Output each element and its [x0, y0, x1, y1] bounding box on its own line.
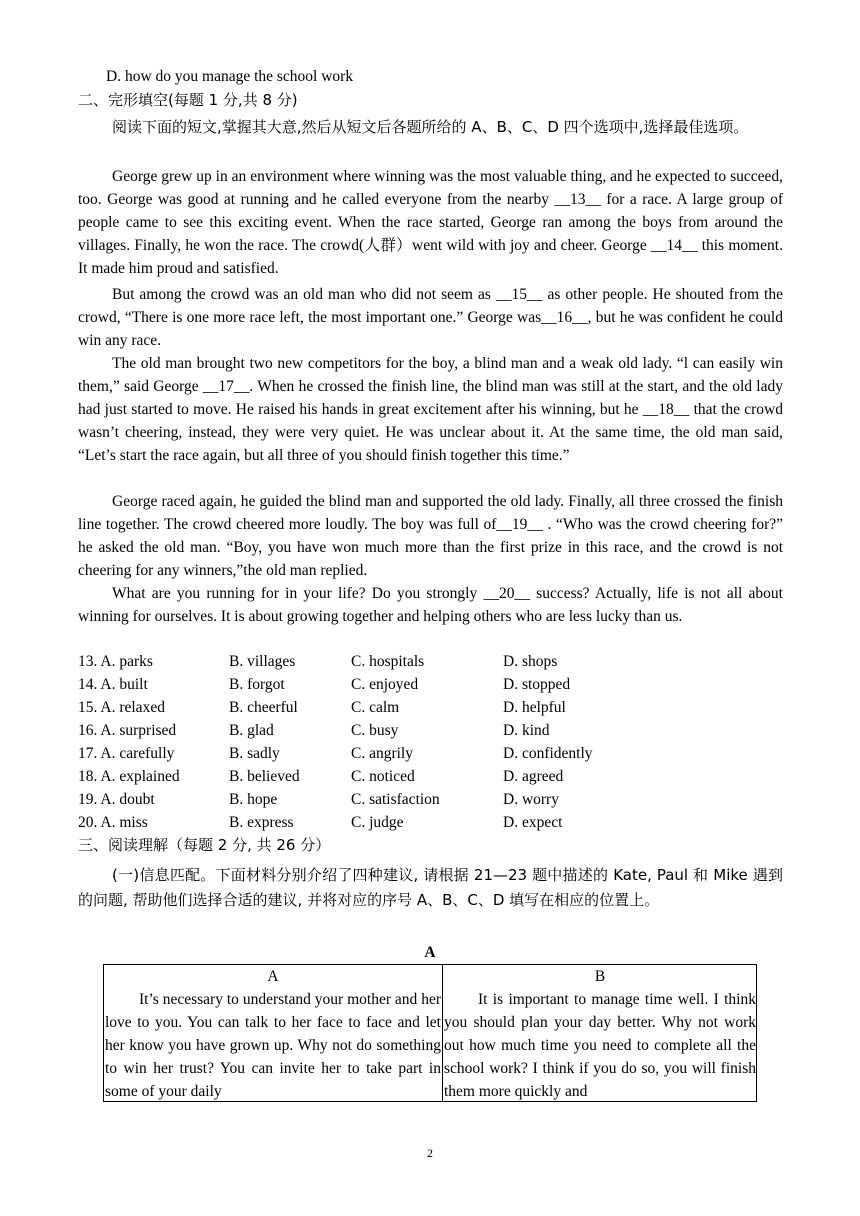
option-choice: C. satisfaction: [351, 791, 440, 808]
option-choice: D. expect: [503, 814, 563, 831]
option-row: [78, 742, 783, 765]
advice-table: [103, 964, 757, 1102]
passage-paragraph-3: The old man brought two new competitors for the boy, a blind man and a weak old lady. “l can easily win them,” said George __17__. When he crossed the finish line, the blind man was still at the start, and the old lady had just started to move. He raised his hands in great excitement after his winning, but he __18__ that the crowd wasn’t cheering, instead, they were very quiet. He was unclear about it. At the same time, the old man said, “Let’s start the race again, but all three of you should finish together this time.”: [78, 355, 783, 464]
option-choice: D. agreed: [503, 768, 564, 785]
option-choice: C. judge: [351, 814, 404, 831]
advice-column-a: [104, 965, 443, 1101]
section-three-heading: 三、阅读理解（每题 2 分, 共 26 分）: [78, 836, 331, 854]
option-choice: 20. A. miss: [78, 814, 148, 831]
option-choice: C. noticed: [351, 768, 415, 785]
option-choice: 14. A. built: [78, 676, 148, 693]
option-choice: D. stopped: [503, 676, 571, 693]
option-choice: C. busy: [351, 722, 399, 739]
section-two-instructions: 阅读下面的短文,掌握其大意,然后从短文后各题所给的 A、B、C、D 四个选项中,选择最佳选项。: [112, 118, 749, 136]
option-row: [78, 696, 783, 719]
option-row: [78, 811, 783, 834]
option-choice: 18. A. explained: [78, 768, 180, 785]
option-choice: B. hope: [229, 791, 278, 808]
option-choice: B. express: [229, 814, 294, 831]
option-choice: 13. A. parks: [78, 653, 153, 670]
option-choice: 16. A. surprised: [78, 722, 177, 739]
option-choice: C. angrily: [351, 745, 413, 762]
option-choice: B. believed: [229, 768, 300, 785]
option-choice: B. villages: [229, 653, 296, 670]
option-row: [78, 765, 783, 788]
option-choice: B. glad: [229, 722, 274, 739]
option-choice: B. forgot: [229, 676, 285, 693]
option-choice: C. calm: [351, 699, 400, 716]
section-two-heading: 二、完形填空(每题 1 分,共 8 分): [78, 91, 298, 109]
option-row: [78, 650, 783, 673]
option-row: [78, 719, 783, 742]
column-b-text: It is important to manage time well. I think you should plan your day better. Why not work out how much time you need to complete all the school work? I think if you do so, you will finish them more quickly and: [444, 991, 756, 1100]
option-choice: D. kind: [503, 722, 550, 739]
column-a-text: It’s necessary to understand your mother and her love to you. You can talk to her face to face and let her know you have grown up. Why not do something to win her trust? You can invite her to take part in some of your daily: [105, 991, 441, 1100]
passage-paragraph-2: But among the crowd was an old man who did not seem as __15__ as other people. He shouted from the crowd, “There is one more race left, the most important one.” George was__16__, but he was confident he could win any race.: [78, 286, 783, 349]
option-choice: D. confidently: [503, 745, 593, 762]
column-a-header: A: [267, 968, 279, 985]
option-choice: D. shops: [503, 653, 558, 670]
option-row: [78, 673, 783, 696]
option-choice: B. sadly: [229, 745, 280, 762]
option-choice: D. worry: [503, 791, 559, 808]
section-three-instructions: (一)信息匹配。下面材料分别介绍了四种建议, 请根据 21—23 题中描述的 Kate, Paul 和 Mike 遇到的问题, 帮助他们选择合适的建议, 并将对应的序号 A、B、C、D 填写在相应的位置上。: [78, 866, 783, 909]
option-choice: 15. A. relaxed: [78, 699, 165, 716]
option-choice: B. cheerful: [229, 699, 298, 716]
advice-column-b: [443, 965, 757, 1101]
page-number: 2: [427, 1146, 433, 1160]
option-row: [78, 788, 783, 811]
passage-paragraph-4: George raced again, he guided the blind man and supported the old lady. Finally, all three crossed the finish line together. The crowd cheered more loudly. The boy was full of__19__ . “Who was the crowd cheering for?” he asked the old man. “Boy, you have won much more than the first prize in this race, and the crowd is not cheering for any winners,”the old man replied.: [78, 493, 783, 579]
table-title: A: [424, 944, 436, 961]
passage-paragraph-5: What are you running for in your life? Do you strongly __20__ success? Actually, life is not all about winning for ourselves. It is about growing together and helping others who are less lucky than us.: [78, 585, 783, 625]
option-choice: C. enjoyed: [351, 676, 419, 693]
option-choice: 17. A. carefully: [78, 745, 175, 762]
option-choice: C. hospitals: [351, 653, 425, 670]
option-d-carryover: D. how do you manage the school work: [106, 68, 354, 85]
column-b-header: B: [594, 968, 606, 985]
option-choice: 19. A. doubt: [78, 791, 155, 808]
passage-paragraph-1: George grew up in an environment where winning was the most valuable thing, and he expected to succeed, too. George was good at running and he called everyone from the nearby __13__ for a race. A large group of people came to see this exciting event. When the race started, George ran among the boys from around the villages. Finally, he won the race. The crowd(人群）went wild with joy and cheer. George __14__ this moment. It made him proud and satisfied.: [78, 168, 783, 277]
option-choice: D. helpful: [503, 699, 566, 716]
